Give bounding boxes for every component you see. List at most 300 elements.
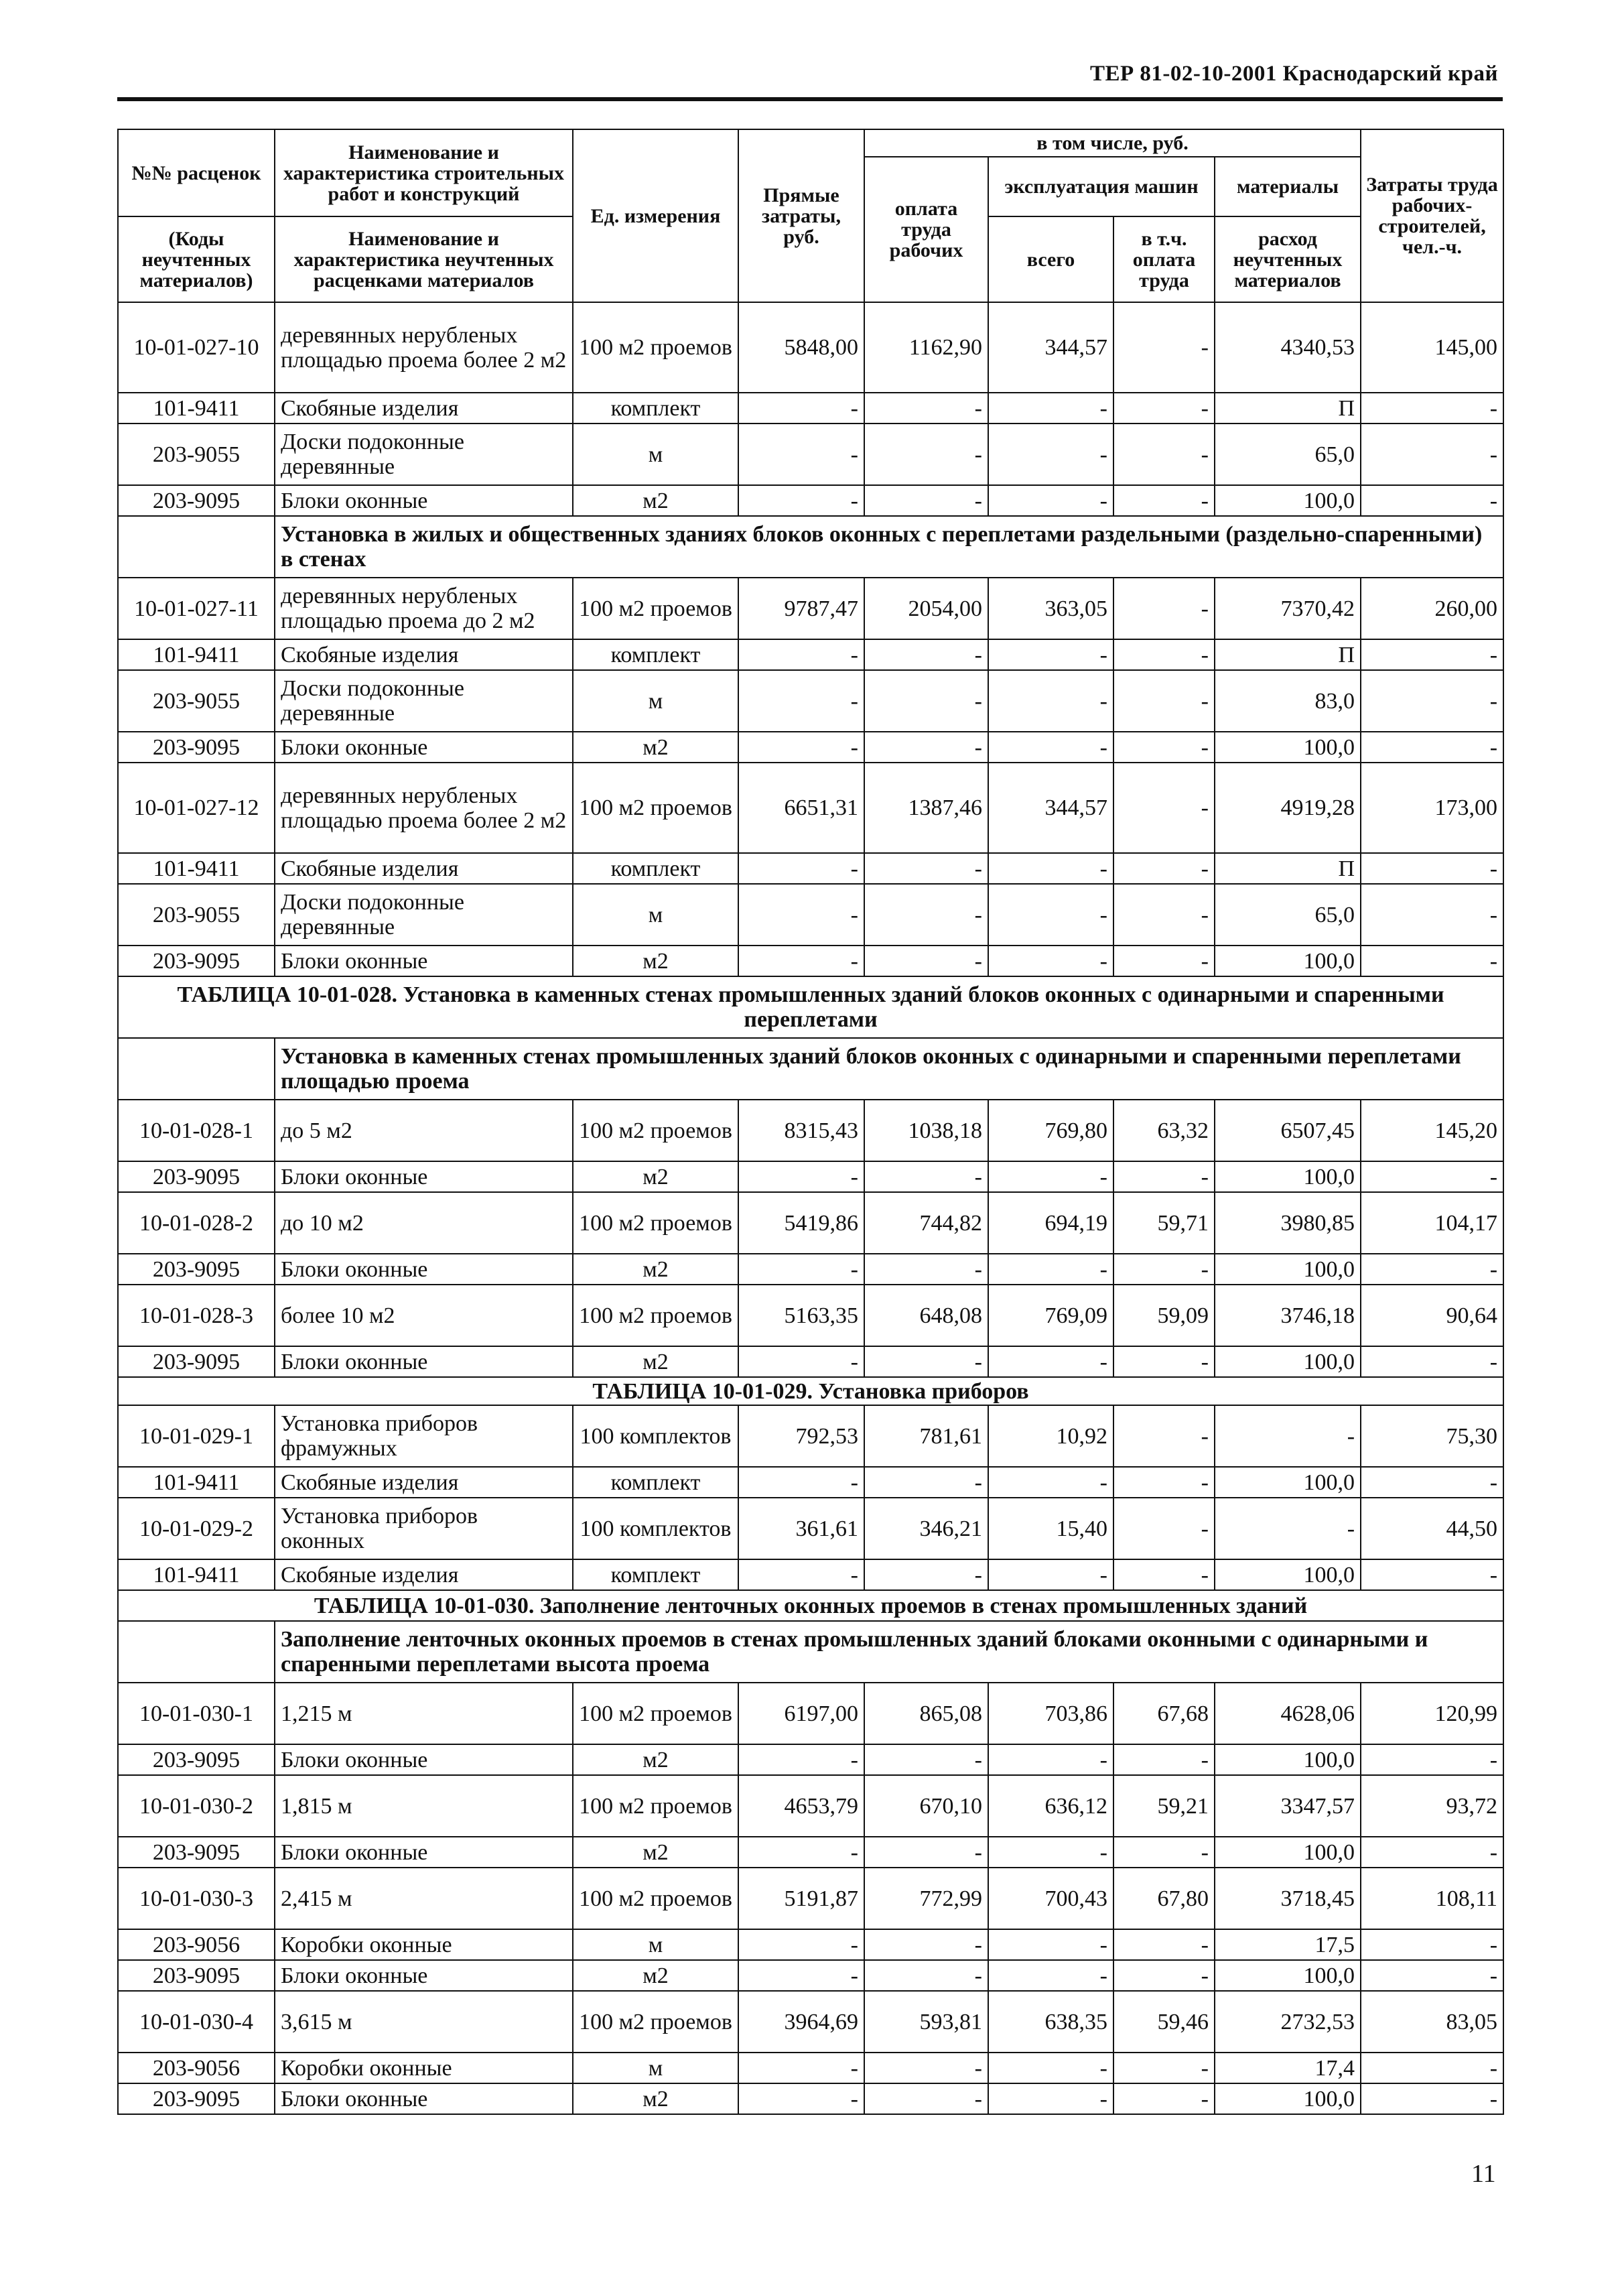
- row-direct: 8315,43: [738, 1100, 864, 1161]
- row-code: 10-01-027-10: [118, 302, 275, 393]
- row-unit: м2: [573, 946, 738, 976]
- group-title-row: [118, 1621, 1503, 1683]
- row-unit: 100 м2 проемов: [573, 1991, 738, 2053]
- row-unit: 100 м2 проемов: [573, 1868, 738, 1929]
- table-row: [118, 1775, 1503, 1837]
- row-machines-labor: -: [1113, 2053, 1215, 2083]
- row-labor-hours: -: [1361, 1960, 1503, 1991]
- col-direct: Прямые затраты, руб.: [738, 129, 864, 302]
- row-direct: -: [738, 732, 864, 763]
- row-machines: -: [988, 1744, 1113, 1775]
- row-direct: 3964,69: [738, 1991, 864, 2053]
- col-name-top: Наименование и характеристика строительных работ и конструкций: [275, 129, 573, 216]
- row-machines-labor: 59,46: [1113, 1991, 1215, 2053]
- row-materials: П: [1215, 393, 1361, 424]
- row-code: 10-01-028-3: [118, 1285, 275, 1346]
- row-code: 203-9095: [118, 485, 275, 516]
- table-row: [118, 1498, 1503, 1559]
- row-code: 203-9055: [118, 670, 275, 732]
- table-title-row: [118, 976, 1503, 1038]
- col-materials-sub: расход неучтенных материалов: [1215, 216, 1361, 302]
- row-labor-pay: 648,08: [864, 1285, 988, 1346]
- page-number: 11: [1471, 2160, 1496, 2188]
- row-name: 2,415 м: [275, 1868, 573, 1929]
- row-labor-hours: -: [1361, 424, 1503, 485]
- row-machines-labor: -: [1113, 578, 1215, 639]
- row-labor-pay: -: [864, 1346, 988, 1377]
- row-code: [118, 516, 275, 578]
- row-machines-labor: 63,32: [1113, 1100, 1215, 1161]
- row-machines-labor: -: [1113, 302, 1215, 393]
- row-code: 203-9095: [118, 1161, 275, 1192]
- row-name: деревянных нерубленых площадью проема до 2 м2: [275, 578, 573, 639]
- table-row: [118, 1346, 1503, 1377]
- row-machines-labor: -: [1113, 1837, 1215, 1868]
- row-machines-labor: -: [1113, 639, 1215, 670]
- row-name: Скобяные изделия: [275, 639, 573, 670]
- row-labor-pay: -: [864, 1559, 988, 1590]
- table-caption: ТАБЛИЦА 10-01-030. Заполнение ленточных оконных проемов в стенах промышленных зданий: [118, 1590, 1503, 1621]
- row-materials: 83,0: [1215, 670, 1361, 732]
- table-row: [118, 1868, 1503, 1929]
- row-unit: м: [573, 424, 738, 485]
- row-code: 203-9056: [118, 2053, 275, 2083]
- row-name: Доски подоконные деревянные: [275, 884, 573, 946]
- row-labor-hours: 145,20: [1361, 1100, 1503, 1161]
- row-unit: комплект: [573, 393, 738, 424]
- row-labor-pay: 1162,90: [864, 302, 988, 393]
- row-direct: -: [738, 1161, 864, 1192]
- table-row: [118, 639, 1503, 670]
- rates-table: [117, 129, 1504, 2115]
- row-unit: комплект: [573, 853, 738, 884]
- table-row: [118, 732, 1503, 763]
- row-machines-labor: -: [1113, 1405, 1215, 1467]
- row-labor-hours: 173,00: [1361, 763, 1503, 853]
- row-unit: 100 м2 проемов: [573, 1683, 738, 1744]
- row-machines: -: [988, 393, 1113, 424]
- row-machines: 10,92: [988, 1405, 1113, 1467]
- table-row: [118, 424, 1503, 485]
- row-materials: 17,4: [1215, 2053, 1361, 2083]
- row-direct: -: [738, 1346, 864, 1377]
- row-machines: -: [988, 485, 1113, 516]
- header-rule: [117, 97, 1503, 101]
- row-labor-pay: -: [864, 2083, 988, 2114]
- row-name: Блоки оконные: [275, 2083, 573, 2114]
- row-name: Скобяные изделия: [275, 1467, 573, 1498]
- col-code-bottom: (Коды неучтенных материалов): [118, 216, 275, 302]
- row-labor-hours: -: [1361, 1744, 1503, 1775]
- table-row: [118, 2053, 1503, 2083]
- table-row: [118, 1100, 1503, 1161]
- row-machines: 344,57: [988, 302, 1113, 393]
- row-direct: -: [738, 424, 864, 485]
- row-code: [118, 1621, 275, 1683]
- row-code: 10-01-028-1: [118, 1100, 275, 1161]
- row-labor-hours: 93,72: [1361, 1775, 1503, 1837]
- col-machines: эксплуатация машин: [988, 157, 1215, 216]
- row-unit: м: [573, 1929, 738, 1960]
- row-machines: 769,80: [988, 1100, 1113, 1161]
- row-machines-labor: -: [1113, 485, 1215, 516]
- row-unit: м2: [573, 1161, 738, 1192]
- group-caption: Заполнение ленточных оконных проемов в стенах промышленных зданий блоками оконными с одинарными и спаренными переплетами высота проема: [275, 1621, 1503, 1683]
- row-machines-labor: -: [1113, 424, 1215, 485]
- row-labor-hours: 104,17: [1361, 1192, 1503, 1254]
- row-machines: 769,09: [988, 1285, 1113, 1346]
- row-machines-labor: -: [1113, 393, 1215, 424]
- row-labor-hours: -: [1361, 853, 1503, 884]
- row-labor-pay: 744,82: [864, 1192, 988, 1254]
- row-unit: м: [573, 2053, 738, 2083]
- row-machines: 700,43: [988, 1868, 1113, 1929]
- row-machines: 15,40: [988, 1498, 1113, 1559]
- row-name: Установка приборов фрамужных: [275, 1405, 573, 1467]
- row-machines-labor: -: [1113, 2083, 1215, 2114]
- row-machines: 694,19: [988, 1192, 1113, 1254]
- row-name: до 5 м2: [275, 1100, 573, 1161]
- row-unit: 100 м2 проемов: [573, 763, 738, 853]
- col-labor-hours: Затраты труда рабочих-строителей, чел.-ч.: [1361, 129, 1503, 302]
- row-name: Блоки оконные: [275, 1161, 573, 1192]
- row-machines-labor: -: [1113, 1161, 1215, 1192]
- row-unit: комплект: [573, 1559, 738, 1590]
- table-row: [118, 1559, 1503, 1590]
- row-materials: 100,0: [1215, 1467, 1361, 1498]
- row-code: 203-9056: [118, 1929, 275, 1960]
- row-materials: 65,0: [1215, 424, 1361, 485]
- row-direct: -: [738, 1929, 864, 1960]
- row-direct: 5191,87: [738, 1868, 864, 1929]
- row-labor-pay: 670,10: [864, 1775, 988, 1837]
- row-code: 101-9411: [118, 393, 275, 424]
- col-name-bottom: Наименование и характеристика неучтенных расценками материалов: [275, 216, 573, 302]
- row-name: Блоки оконные: [275, 1960, 573, 1991]
- row-machines-labor: -: [1113, 1960, 1215, 1991]
- row-unit: м2: [573, 1254, 738, 1285]
- row-unit: м2: [573, 1744, 738, 1775]
- col-code-top: №№ расценок: [118, 129, 275, 216]
- row-code: 203-9095: [118, 1744, 275, 1775]
- row-name: Блоки оконные: [275, 1346, 573, 1377]
- row-materials: 6507,45: [1215, 1100, 1361, 1161]
- row-unit: м2: [573, 1960, 738, 1991]
- row-labor-hours: 145,00: [1361, 302, 1503, 393]
- table-row: [118, 302, 1503, 393]
- row-name: Скобяные изделия: [275, 1559, 573, 1590]
- table-row: [118, 485, 1503, 516]
- row-name: до 10 м2: [275, 1192, 573, 1254]
- row-code: 10-01-030-2: [118, 1775, 275, 1837]
- row-materials: 100,0: [1215, 1161, 1361, 1192]
- row-direct: 9787,47: [738, 578, 864, 639]
- row-labor-hours: -: [1361, 2053, 1503, 2083]
- row-direct: -: [738, 2053, 864, 2083]
- row-machines: -: [988, 853, 1113, 884]
- table-title-row: [118, 1590, 1503, 1621]
- table-row: [118, 1254, 1503, 1285]
- row-code: 101-9411: [118, 639, 275, 670]
- row-materials: 100,0: [1215, 2083, 1361, 2114]
- table-row: [118, 1192, 1503, 1254]
- row-code: 203-9095: [118, 946, 275, 976]
- row-machines-labor: -: [1113, 763, 1215, 853]
- row-labor-pay: -: [864, 1254, 988, 1285]
- row-labor-pay: -: [864, 485, 988, 516]
- row-unit: 100 комплектов: [573, 1498, 738, 1559]
- row-materials: П: [1215, 639, 1361, 670]
- row-unit: 100 м2 проемов: [573, 1100, 738, 1161]
- row-labor-hours: 260,00: [1361, 578, 1503, 639]
- row-labor-hours: -: [1361, 393, 1503, 424]
- row-machines-labor: 59,09: [1113, 1285, 1215, 1346]
- row-machines-labor: 67,80: [1113, 1868, 1215, 1929]
- row-unit: м2: [573, 1346, 738, 1377]
- row-direct: -: [738, 2083, 864, 2114]
- row-materials: 4340,53: [1215, 302, 1361, 393]
- row-name: Скобяные изделия: [275, 853, 573, 884]
- row-materials: 100,0: [1215, 1254, 1361, 1285]
- table-row: [118, 670, 1503, 732]
- row-labor-hours: -: [1361, 1837, 1503, 1868]
- row-code: 203-9095: [118, 1346, 275, 1377]
- row-labor-hours: -: [1361, 732, 1503, 763]
- row-labor-pay: 346,21: [864, 1498, 988, 1559]
- row-labor-hours: 120,99: [1361, 1683, 1503, 1744]
- row-code: 101-9411: [118, 853, 275, 884]
- row-machines: -: [988, 639, 1113, 670]
- row-code: 10-01-029-2: [118, 1498, 275, 1559]
- row-labor-pay: -: [864, 1467, 988, 1498]
- row-name: Блоки оконные: [275, 732, 573, 763]
- row-machines: 344,57: [988, 763, 1113, 853]
- group-caption: Установка в каменных стенах промышленных зданий блоков оконных с одинарными и спаренными переплетами площадью проема: [275, 1038, 1503, 1100]
- row-unit: комплект: [573, 639, 738, 670]
- row-machines: -: [988, 946, 1113, 976]
- row-machines-labor: -: [1113, 1929, 1215, 1960]
- row-name: 3,615 м: [275, 1991, 573, 2053]
- row-machines: 703,86: [988, 1683, 1113, 1744]
- row-labor-hours: -: [1361, 1161, 1503, 1192]
- row-labor-pay: -: [864, 639, 988, 670]
- row-direct: -: [738, 639, 864, 670]
- row-code: 10-01-030-4: [118, 1991, 275, 2053]
- row-labor-pay: 2054,00: [864, 578, 988, 639]
- row-labor-hours: -: [1361, 2083, 1503, 2114]
- row-labor-pay: -: [864, 1161, 988, 1192]
- row-labor-hours: -: [1361, 1929, 1503, 1960]
- row-materials: 2732,53: [1215, 1991, 1361, 2053]
- row-labor-hours: -: [1361, 1254, 1503, 1285]
- row-code: 101-9411: [118, 1559, 275, 1590]
- row-name: Блоки оконные: [275, 485, 573, 516]
- row-materials: 100,0: [1215, 1960, 1361, 1991]
- row-materials: -: [1215, 1405, 1361, 1467]
- table-row: [118, 1285, 1503, 1346]
- row-direct: -: [738, 670, 864, 732]
- col-machines-labor: в т.ч. оплата труда: [1113, 216, 1215, 302]
- row-materials: 100,0: [1215, 1346, 1361, 1377]
- row-labor-pay: 772,99: [864, 1868, 988, 1929]
- row-labor-pay: 1387,46: [864, 763, 988, 853]
- table-row: [118, 884, 1503, 946]
- table-row: [118, 1991, 1503, 2053]
- row-name: Блоки оконные: [275, 1744, 573, 1775]
- row-code: 203-9055: [118, 884, 275, 946]
- row-machines-labor: -: [1113, 946, 1215, 976]
- row-labor-hours: -: [1361, 1559, 1503, 1590]
- row-code: 203-9095: [118, 1960, 275, 1991]
- table-row: [118, 393, 1503, 424]
- row-name: деревянных нерубленых площадью проема более 2 м2: [275, 763, 573, 853]
- row-unit: м2: [573, 732, 738, 763]
- row-machines-labor: -: [1113, 853, 1215, 884]
- row-code: 203-9055: [118, 424, 275, 485]
- row-labor-hours: -: [1361, 639, 1503, 670]
- row-machines: -: [988, 670, 1113, 732]
- row-unit: м: [573, 884, 738, 946]
- col-labor-pay: оплата труда рабочих: [864, 157, 988, 302]
- row-machines: -: [988, 1346, 1113, 1377]
- row-labor-pay: -: [864, 670, 988, 732]
- row-labor-hours: 90,64: [1361, 1285, 1503, 1346]
- row-code: 203-9095: [118, 1254, 275, 1285]
- row-machines: -: [988, 1837, 1113, 1868]
- row-materials: 100,0: [1215, 1559, 1361, 1590]
- row-name: Установка приборов оконных: [275, 1498, 573, 1559]
- row-labor-hours: 44,50: [1361, 1498, 1503, 1559]
- row-labor-pay: -: [864, 1837, 988, 1868]
- row-unit: м2: [573, 485, 738, 516]
- row-direct: 5848,00: [738, 302, 864, 393]
- row-name: Блоки оконные: [275, 1837, 573, 1868]
- col-unit: Ед. измерения: [573, 129, 738, 302]
- table-row: [118, 1467, 1503, 1498]
- table-row: [118, 1744, 1503, 1775]
- row-labor-hours: 108,11: [1361, 1868, 1503, 1929]
- row-labor-hours: -: [1361, 670, 1503, 732]
- row-name: более 10 м2: [275, 1285, 573, 1346]
- row-unit: м: [573, 670, 738, 732]
- row-machines-labor: -: [1113, 1467, 1215, 1498]
- row-direct: -: [738, 393, 864, 424]
- table-header: [118, 129, 1503, 302]
- row-materials: 4628,06: [1215, 1683, 1361, 1744]
- row-direct: -: [738, 853, 864, 884]
- row-code: 203-9095: [118, 732, 275, 763]
- row-machines: -: [988, 1254, 1113, 1285]
- table-row: [118, 1929, 1503, 1960]
- row-direct: -: [738, 1254, 864, 1285]
- row-materials: 65,0: [1215, 884, 1361, 946]
- row-materials: -: [1215, 1498, 1361, 1559]
- row-materials: 100,0: [1215, 1837, 1361, 1868]
- row-materials: 4919,28: [1215, 763, 1361, 853]
- table-row: [118, 763, 1503, 853]
- row-materials: 7370,42: [1215, 578, 1361, 639]
- row-labor-pay: 865,08: [864, 1683, 988, 1744]
- row-materials: 3718,45: [1215, 1868, 1361, 1929]
- row-materials: 3347,57: [1215, 1775, 1361, 1837]
- row-code: 10-01-030-3: [118, 1868, 275, 1929]
- row-unit: комплект: [573, 1467, 738, 1498]
- table-row: [118, 853, 1503, 884]
- row-machines-labor: -: [1113, 670, 1215, 732]
- row-direct: 5163,35: [738, 1285, 864, 1346]
- row-name: Коробки оконные: [275, 1929, 573, 1960]
- row-unit: 100 м2 проемов: [573, 1775, 738, 1837]
- row-machines-labor: 59,21: [1113, 1775, 1215, 1837]
- row-labor-pay: -: [864, 946, 988, 976]
- row-labor-pay: -: [864, 884, 988, 946]
- row-direct: -: [738, 1744, 864, 1775]
- table-row: [118, 2083, 1503, 2114]
- group-title-row: [118, 1038, 1503, 1100]
- row-machines-labor: 59,71: [1113, 1192, 1215, 1254]
- row-machines-labor: -: [1113, 1744, 1215, 1775]
- row-machines: -: [988, 1467, 1113, 1498]
- row-labor-pay: -: [864, 1960, 988, 1991]
- row-labor-hours: -: [1361, 485, 1503, 516]
- row-materials: 3980,85: [1215, 1192, 1361, 1254]
- row-name: Скобяные изделия: [275, 393, 573, 424]
- row-direct: -: [738, 946, 864, 976]
- row-direct: -: [738, 1559, 864, 1590]
- row-direct: 5419,86: [738, 1192, 864, 1254]
- group-title-row: [118, 516, 1503, 578]
- row-machines-labor: -: [1113, 732, 1215, 763]
- row-materials: 17,5: [1215, 1929, 1361, 1960]
- row-machines: -: [988, 2083, 1113, 2114]
- col-materials: материалы: [1215, 157, 1361, 216]
- row-direct: -: [738, 1960, 864, 1991]
- table-row: [118, 578, 1503, 639]
- row-labor-pay: -: [864, 1744, 988, 1775]
- row-unit: м2: [573, 2083, 738, 2114]
- row-code: 10-01-030-1: [118, 1683, 275, 1744]
- row-machines-labor: -: [1113, 1498, 1215, 1559]
- row-labor-hours: 83,05: [1361, 1991, 1503, 2053]
- row-direct: 4653,79: [738, 1775, 864, 1837]
- row-name: Блоки оконные: [275, 946, 573, 976]
- row-labor-pay: -: [864, 2053, 988, 2083]
- row-name: Коробки оконные: [275, 2053, 573, 2083]
- row-labor-pay: -: [864, 853, 988, 884]
- row-code: [118, 1038, 275, 1100]
- row-machines: -: [988, 1161, 1113, 1192]
- row-direct: -: [738, 884, 864, 946]
- row-name: деревянных нерубленых площадью проема более 2 м2: [275, 302, 573, 393]
- row-machines: -: [988, 732, 1113, 763]
- row-labor-pay: -: [864, 393, 988, 424]
- row-labor-pay: -: [864, 732, 988, 763]
- row-materials: 3746,18: [1215, 1285, 1361, 1346]
- row-machines: -: [988, 2053, 1113, 2083]
- row-name: Блоки оконные: [275, 1254, 573, 1285]
- col-incl: в том числе, руб.: [864, 129, 1361, 157]
- page-header: ТЕР 81-02-10-2001 Краснодарский край: [1089, 62, 1498, 86]
- row-labor-pay: 593,81: [864, 1991, 988, 2053]
- row-labor-hours: -: [1361, 884, 1503, 946]
- row-machines-labor: -: [1113, 884, 1215, 946]
- row-labor-pay: 1038,18: [864, 1100, 988, 1161]
- table-body: [118, 302, 1503, 2114]
- row-machines-labor: -: [1113, 1254, 1215, 1285]
- row-materials: 100,0: [1215, 946, 1361, 976]
- row-code: 10-01-028-2: [118, 1192, 275, 1254]
- table-row: [118, 946, 1503, 976]
